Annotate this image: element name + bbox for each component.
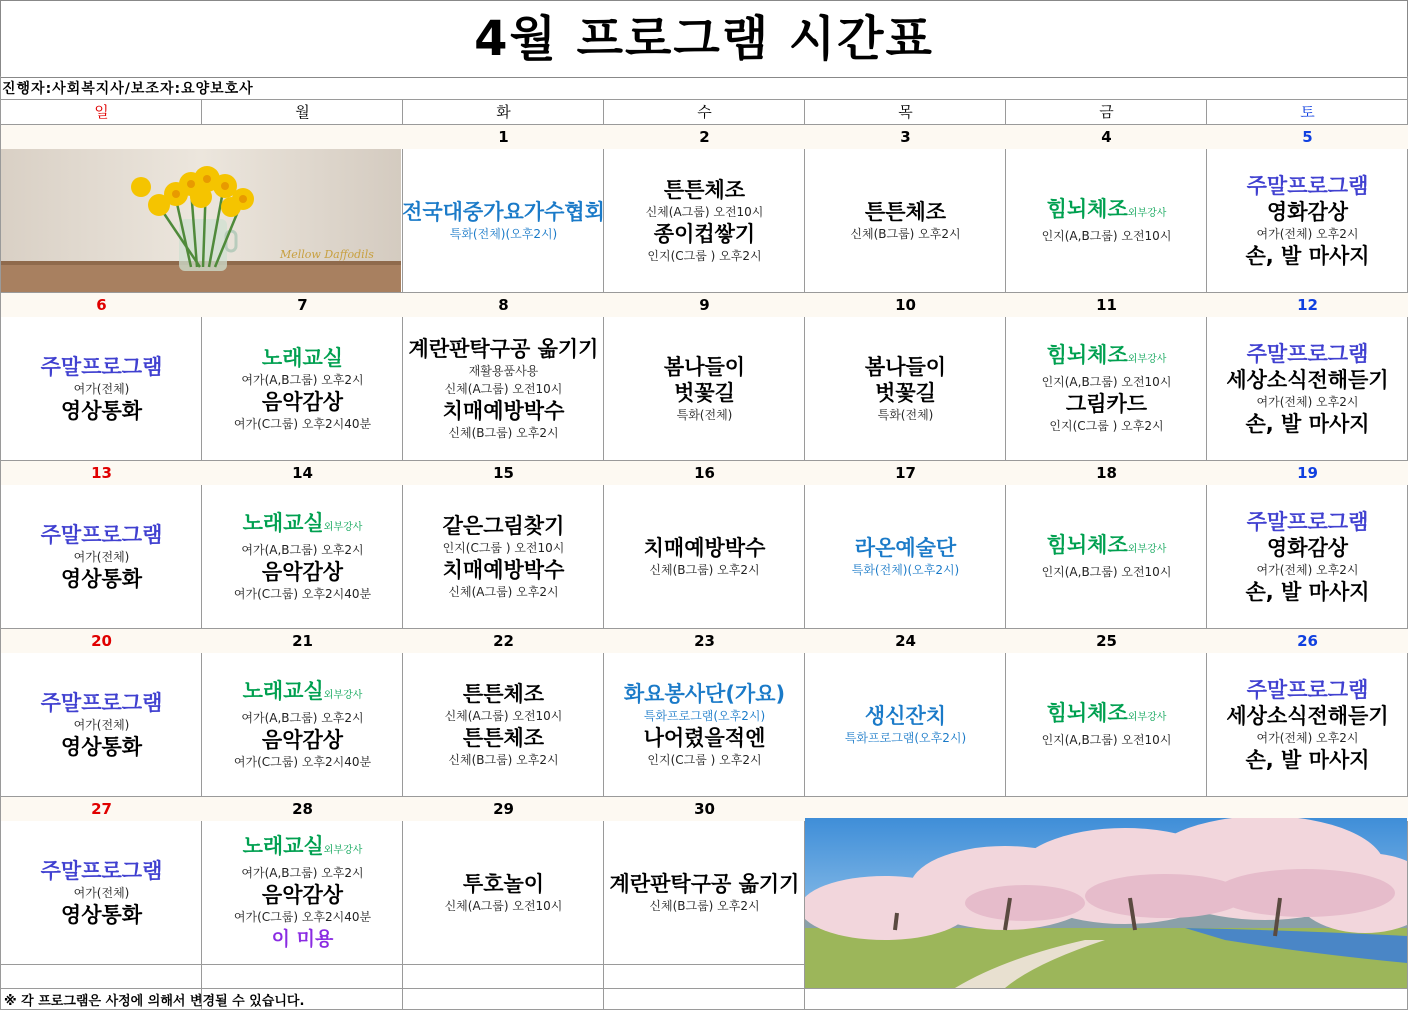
date-number: 18 (1006, 461, 1207, 485)
program-title-text: 힘뇌체조 (1046, 701, 1128, 725)
weekday-mon: 월 (295, 103, 310, 121)
program-title: 그림카드 (1065, 392, 1148, 416)
program-note: 인지(A,B그룹) 오전10시 (1041, 229, 1172, 243)
program-title (243, 510, 363, 541)
date-number: 3 (805, 125, 1006, 149)
daffodil-photo (1, 149, 401, 292)
date-number: 11 (1006, 293, 1207, 317)
date-number: 30 (604, 797, 805, 821)
date-number: 5 (1207, 125, 1408, 149)
program-note: 신체(A그룹) 오전10시 (444, 381, 563, 396)
program-title: 손, 발 마사지 (1245, 411, 1370, 436)
program-note: 여가(전체) (73, 885, 130, 900)
program-title: 화요봉사단(가요) (623, 681, 786, 706)
weekday-sun: 일 (94, 103, 109, 121)
day-cell (403, 149, 604, 292)
program-note: 신체(A그룹) 오전10시 (444, 898, 563, 913)
program-title: 영상통화 (60, 734, 143, 759)
program-title: 라온예술단 (854, 535, 957, 560)
program-title: 주말프로그램 (1246, 341, 1369, 366)
date-number: 1 (403, 125, 604, 149)
day-cell (1207, 149, 1408, 292)
staff-info: 진행자:사회복지사/보조자:요양보호사 (2, 81, 254, 97)
program-title (243, 833, 363, 864)
program-suffix: 외부강사 (1127, 208, 1167, 219)
program-note: 신체(B그룹) 오후2시 (850, 226, 961, 241)
daffodil-caption: Mellow Daffodils (280, 248, 374, 261)
date-number: 8 (403, 293, 604, 317)
day-cell (1006, 317, 1207, 460)
program-title: 주말프로그램 (40, 522, 163, 547)
program-suffix: 외부강사 (1127, 712, 1167, 723)
program-title (1047, 700, 1167, 731)
date-number (202, 125, 403, 149)
program-note: 인지(C그룹 ) 오전10시 (442, 540, 565, 555)
weekday-sat: 토 (1300, 103, 1315, 121)
program-title: 영화감상 (1266, 199, 1349, 224)
program-title: 튼튼체조 (462, 725, 545, 750)
program-title: 같은그림찾기 (442, 513, 565, 538)
program-note: 여가(전체) 오후2시 (1256, 394, 1359, 409)
program-title: 주말프로그램 (40, 690, 163, 715)
program-title: 주말프로그램 (40, 354, 163, 379)
day-cell (403, 317, 604, 460)
program-note: 여가(C그룹) 오후2시40분 (233, 587, 372, 601)
day-cell (1207, 317, 1408, 460)
day-cell (805, 485, 1006, 628)
weekday-thu: 목 (898, 103, 913, 121)
grid-line (0, 988, 1408, 989)
program-note: 인지(C그룹 ) 오후2시 (1049, 419, 1164, 433)
program-note: 특화(전체) (676, 407, 733, 422)
day-cell (805, 653, 1006, 796)
footnote: ※ 각 프로그램은 사정에 의해서 변경될 수 있습니다. (4, 994, 305, 1009)
date-number: 2 (604, 125, 805, 149)
program-note: 신체(A그룹) 오전10시 (645, 204, 764, 219)
date-number: 19 (1207, 461, 1408, 485)
day-cell (1207, 485, 1408, 628)
program-title: 세상소식전해듣기 (1226, 703, 1389, 728)
program-title: 봄나들이 (864, 354, 947, 379)
program-title: 생신잔치 (864, 703, 947, 728)
date-number: 27 (1, 797, 202, 821)
date-number: 23 (604, 629, 805, 653)
program-note: 특화(전체)(오후2시) (449, 226, 558, 241)
program-note: 여가(전체) (73, 549, 130, 564)
day-cell (805, 317, 1006, 460)
day-cell (1006, 485, 1207, 628)
program-title: 전국대중가요가수협회 (402, 199, 605, 224)
program-suffix: 외부강사 (323, 845, 363, 856)
day-cell (1, 821, 202, 964)
program-note: 신체(B그룹) 오후2시 (649, 898, 760, 913)
program-note: 여가(C그룹) 오후2시40분 (233, 416, 372, 431)
program-title: 주말프로그램 (40, 858, 163, 883)
program-title-text: 노래교실 (242, 511, 324, 535)
date-number: 29 (403, 797, 604, 821)
program-note: 신체(A그룹) 오전10시 (444, 708, 563, 723)
program-title: 계란판탁구공 옮기기 (609, 871, 800, 896)
date-number: 26 (1207, 629, 1408, 653)
program-note: 여가(전체) 오후2시 (1256, 226, 1359, 241)
program-title: 나어렸을적엔 (643, 725, 766, 750)
program-title: 종이컵쌓기 (653, 221, 756, 246)
program-title: 튼튼체조 (663, 177, 746, 202)
day-cell (202, 317, 403, 460)
program-note: 여가(전체) (73, 717, 130, 732)
program-note: 인지(A,B그룹) 오전10시 (1041, 375, 1172, 389)
program-title: 손, 발 마사지 (1245, 579, 1370, 604)
program-title: 영상통화 (60, 566, 143, 591)
program-note: 신체(B그룹) 오후2시 (649, 562, 760, 577)
program-suffix: 외부강사 (323, 690, 363, 701)
date-number (1, 125, 202, 149)
program-note: 여가(A,B그룹) 오후2시 (241, 543, 364, 557)
cherry-blossom-photo (805, 818, 1407, 988)
program-title: 세상소식전해듣기 (1226, 367, 1389, 392)
program-note: 신체(B그룹) 오후2시 (448, 752, 559, 767)
program-title: 영화감상 (1266, 535, 1349, 560)
day-cell (1006, 149, 1207, 292)
program-title: 음악감상 (261, 883, 344, 907)
day-cell (604, 653, 805, 796)
date-number: 22 (403, 629, 604, 653)
program-title (243, 678, 363, 709)
program-title: 벗꽃길 (674, 380, 735, 405)
day-cell (1006, 653, 1207, 796)
program-title: 이 미용 (271, 928, 334, 950)
program-suffix: 외부강사 (323, 522, 363, 533)
page-title: 4월 프로그램 시간표 (0, 0, 1408, 78)
program-title-text: 노래교실 (242, 834, 324, 858)
program-title: 영상통화 (60, 902, 143, 927)
day-cell (202, 653, 403, 796)
program-note: 특화프로그램(오후2시) (643, 708, 766, 723)
weekday-fri: 금 (1099, 103, 1114, 121)
program-title: 튼튼체조 (864, 199, 947, 224)
program-note: 여가(A,B그룹) 오후2시 (241, 711, 364, 725)
date-number: 16 (604, 461, 805, 485)
program-note: 여가(C그룹) 오후2시40분 (233, 910, 372, 924)
program-title: 봄나들이 (663, 354, 746, 379)
program-title: 치매예방박수 (643, 535, 766, 560)
program-title: 주말프로그램 (1246, 173, 1369, 198)
day-cell (805, 149, 1006, 292)
program-note: 특화(전체)(오후2시) (851, 562, 960, 577)
program-title-text: 힘뇌체조 (1046, 197, 1128, 221)
day-cell (604, 317, 805, 460)
date-number: 15 (403, 461, 604, 485)
program-note: 여가(전체) 오후2시 (1256, 562, 1359, 577)
date-number: 25 (1006, 629, 1207, 653)
program-title: 주말프로그램 (1246, 509, 1369, 534)
program-note: 신체(B그룹) 오후2시 (448, 425, 559, 440)
program-title: 손, 발 마사지 (1245, 243, 1370, 268)
date-number: 9 (604, 293, 805, 317)
date-number: 14 (202, 461, 403, 485)
program-note: 인지(A,B그룹) 오전10시 (1041, 733, 1172, 747)
program-title-text: 노래교실 (242, 679, 324, 703)
program-title: 계란판탁구공 옮기기 (408, 336, 599, 361)
program-note: 특화프로그램(오후2시) (844, 730, 967, 745)
program-title: 음악감상 (261, 560, 344, 584)
program-note: 여가(A,B그룹) 오후2시 (241, 866, 364, 880)
program-title (1047, 532, 1167, 563)
day-cell (1207, 653, 1408, 796)
weekday-tue: 화 (496, 103, 511, 121)
program-title: 투호놀이 (462, 871, 545, 896)
day-cell (403, 485, 604, 628)
program-title: 벗꽃길 (875, 380, 936, 405)
program-title: 주말프로그램 (1246, 677, 1369, 702)
program-title-text: 힘뇌체조 (1046, 343, 1128, 367)
date-number: 24 (805, 629, 1006, 653)
program-title-text: 힘뇌체조 (1046, 533, 1128, 557)
program-note: 여가(A,B그룹) 오후2시 (241, 372, 364, 387)
program-note: 여가(C그룹) 오후2시40분 (233, 755, 372, 769)
program-title: 영상통화 (60, 398, 143, 423)
program-note: 여가(전체) 오후2시 (1256, 730, 1359, 745)
date-number: 28 (202, 797, 403, 821)
day-cell (604, 821, 805, 964)
grid-line (0, 1009, 1408, 1010)
weekday-wed: 수 (697, 103, 712, 121)
date-number: 4 (1006, 125, 1207, 149)
program-note: 인지(C그룹 ) 오후2시 (647, 752, 762, 767)
date-number: 12 (1207, 293, 1408, 317)
date-number: 20 (1, 629, 202, 653)
date-number: 17 (805, 461, 1006, 485)
date-number: 13 (1, 461, 202, 485)
date-number: 10 (805, 293, 1006, 317)
program-note: 인지(C그룹 ) 오후2시 (647, 248, 762, 263)
program-note: 여가(전체) (73, 381, 130, 396)
day-cell (1, 485, 202, 628)
program-title: 치매예방박수 (442, 557, 565, 582)
day-cell (403, 821, 604, 964)
day-cell (1, 317, 202, 460)
program-title: 튼튼체조 (462, 681, 545, 706)
program-title (1047, 196, 1167, 227)
program-title: 음악감상 (261, 728, 344, 752)
date-number: 6 (1, 293, 202, 317)
program-note: 인지(A,B그룹) 오전10시 (1041, 565, 1172, 579)
date-number: 7 (202, 293, 403, 317)
program-title (1047, 342, 1167, 373)
program-note: 신체(A그룹) 오후2시 (448, 584, 559, 599)
program-note: 재활용품사용 (468, 363, 539, 378)
program-suffix: 외부강사 (1127, 354, 1167, 365)
program-title: 음악감상 (261, 389, 344, 414)
day-cell (202, 485, 403, 628)
day-cell (1, 653, 202, 796)
program-title: 치매예방박수 (442, 398, 565, 423)
date-number: 21 (202, 629, 403, 653)
program-suffix: 외부강사 (1127, 544, 1167, 555)
day-cell (202, 821, 403, 964)
program-title: 노래교실 (261, 345, 344, 370)
day-cell (403, 653, 604, 796)
program-note: 특화(전체) (877, 407, 934, 422)
day-cell (604, 149, 805, 292)
day-cell (604, 485, 805, 628)
program-title: 손, 발 마사지 (1245, 747, 1370, 772)
